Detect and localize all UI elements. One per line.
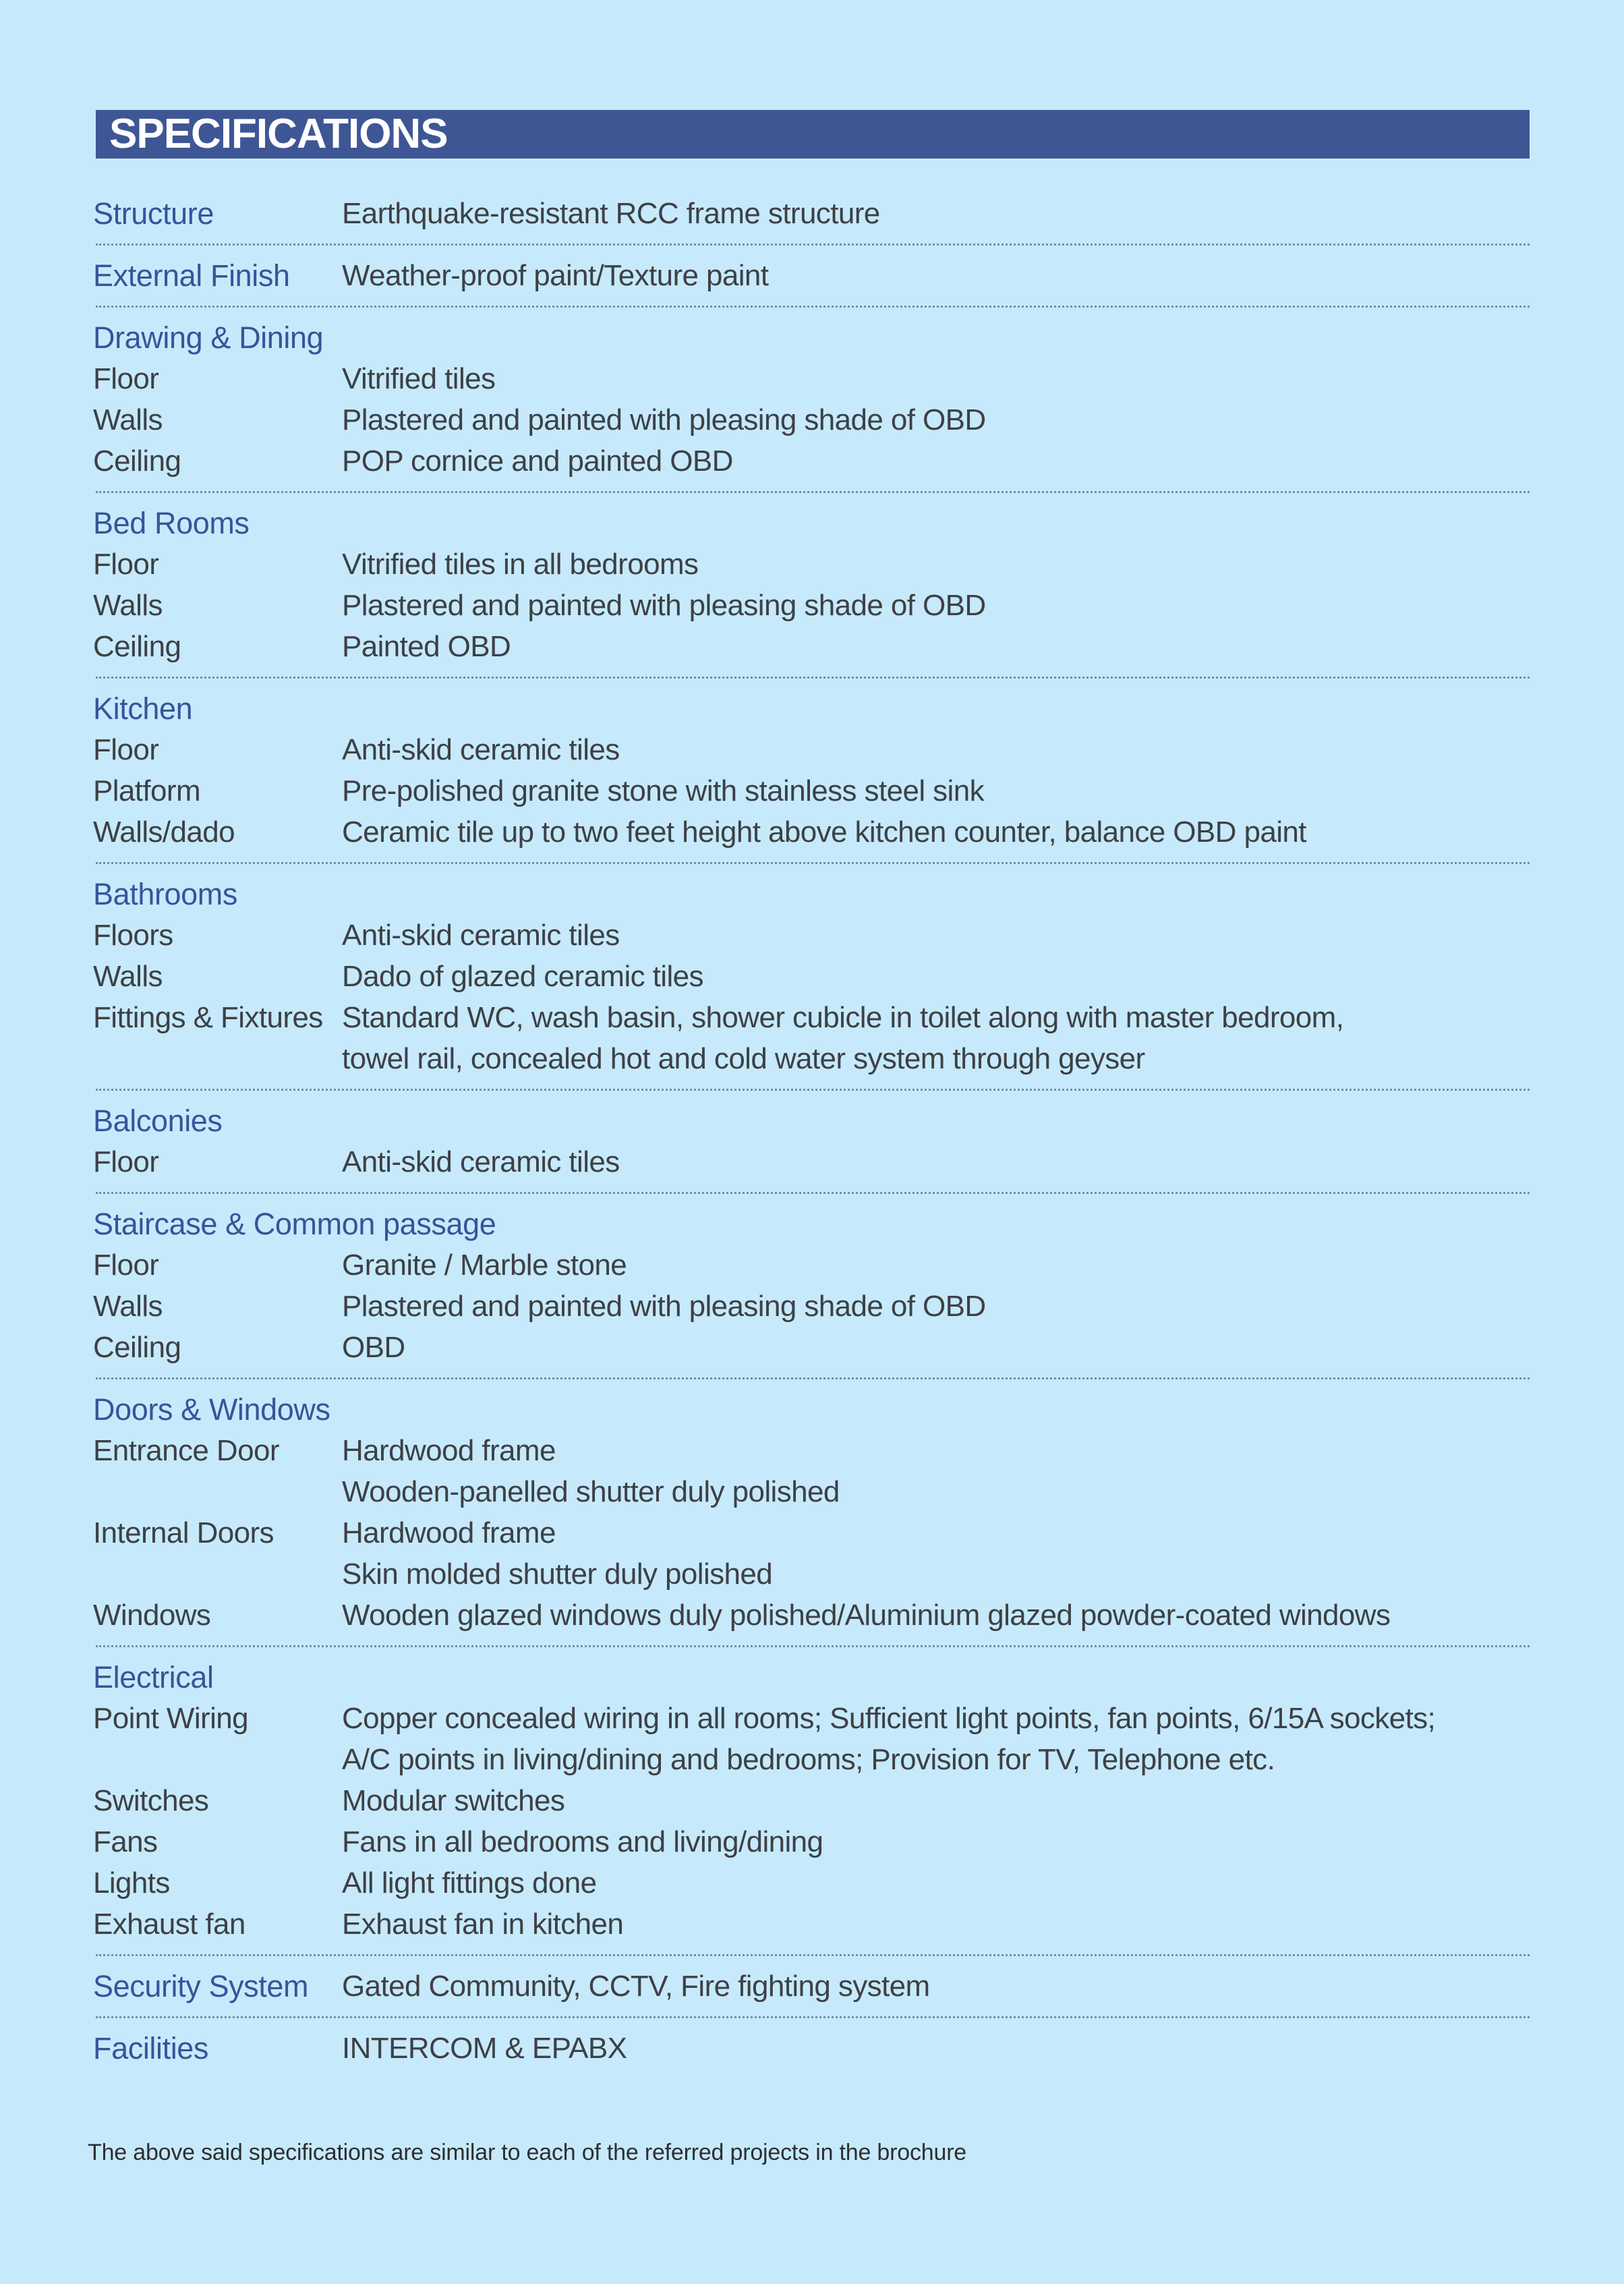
section-heading-row: [93, 503, 1530, 544]
spec-value: A/C points in living/dining and bedrooms; Provision for TV, Telephone etc.: [342, 1742, 1275, 1776]
section-structure: [93, 193, 1530, 234]
spec-row: [93, 1141, 1530, 1182]
spec-value: All light fittings done: [342, 1866, 597, 1900]
section-balconies: [93, 1100, 1530, 1182]
spec-value: towel rail, concealed hot and cold water system through geyser: [342, 1041, 1145, 1075]
spec-row: [93, 1553, 1530, 1595]
spec-label: Ceiling: [93, 1330, 181, 1364]
spec-label: Lights: [93, 1866, 170, 1900]
spec-row: [93, 1698, 1530, 1739]
spec-value: Painted OBD: [342, 629, 511, 663]
spec-value: Dado of glazed ceramic tiles: [342, 959, 703, 993]
section-heading: Structure: [93, 196, 214, 231]
spec-value: Plastered and painted with pleasing shade of OBD: [342, 403, 986, 436]
section-staircase-and-common-passage: [93, 1203, 1530, 1368]
page-title: SPECIFICATIONS: [109, 111, 448, 157]
section-external-finish: [93, 255, 1530, 296]
spec-row: [93, 1862, 1530, 1904]
section-bathrooms: [93, 874, 1530, 1079]
section-heading: Staircase & Common passage: [93, 1206, 496, 1241]
spec-value: Anti-skid ceramic tiles: [342, 733, 620, 766]
section-doors-and-windows: [93, 1389, 1530, 1636]
spec-label: Windows: [93, 1598, 211, 1632]
spec-row: [93, 1904, 1530, 1945]
section-heading: Electrical: [93, 1659, 214, 1694]
section-heading-row: [93, 688, 1530, 729]
section-divider: [96, 491, 1530, 493]
spec-row: [93, 1821, 1530, 1862]
spec-value: Hardwood frame: [342, 1433, 556, 1467]
spec-label: Walls: [93, 959, 163, 993]
section-heading: Drawing & Dining: [93, 320, 324, 355]
section-value: Earthquake-resistant RCC frame structure: [342, 196, 880, 230]
spec-row: [93, 626, 1530, 667]
section-drawing-and-dining: [93, 317, 1530, 482]
spec-value: Standard WC, wash basin, shower cubicle in toilet along with master bedroom,: [342, 1000, 1344, 1034]
spec-label: Floor: [93, 362, 159, 395]
spec-row: [93, 1739, 1530, 1780]
section-heading: Security System: [93, 1968, 309, 2003]
spec-value: POP cornice and painted OBD: [342, 444, 733, 478]
spec-row: [93, 358, 1530, 399]
section-heading-row: [93, 255, 1530, 296]
spec-value: Plastered and painted with pleasing shade of OBD: [342, 1289, 986, 1323]
section-value: Weather-proof paint/Texture paint: [342, 258, 769, 292]
spec-value: Fans in all bedrooms and living/dining: [342, 1825, 823, 1858]
section-heading-row: [93, 1203, 1530, 1245]
section-heading-row: [93, 1657, 1530, 1698]
spec-label: Ceiling: [93, 629, 181, 663]
spec-value: Modular switches: [342, 1783, 565, 1817]
section-heading: Bed Rooms: [93, 505, 250, 540]
spec-value: Granite / Marble stone: [342, 1248, 627, 1282]
spec-label: Floor: [93, 1248, 159, 1282]
section-divider: [96, 1377, 1530, 1379]
section-heading: Facilities: [93, 2030, 209, 2065]
spec-row: [93, 811, 1530, 853]
spec-row: [93, 1038, 1530, 1079]
spec-row: [93, 956, 1530, 997]
spec-row: [93, 1780, 1530, 1821]
specifications-list: [93, 193, 1530, 2069]
spec-label: Platform: [93, 774, 201, 807]
section-divider: [96, 1954, 1530, 1956]
spec-label: Entrance Door: [93, 1433, 279, 1467]
spec-value: Wooden glazed windows duly polished/Aluminium glazed powder-coated windows: [342, 1598, 1391, 1632]
spec-row: [93, 770, 1530, 811]
spec-row: [93, 1512, 1530, 1553]
section-heading-row: [93, 317, 1530, 358]
spec-value: Pre-polished granite stone with stainless steel sink: [342, 774, 984, 807]
section-heading-row: [93, 1100, 1530, 1141]
section-facilities: [93, 2028, 1530, 2069]
spec-row: [93, 1286, 1530, 1327]
spec-row: [93, 729, 1530, 770]
spec-value: Copper concealed wiring in all rooms; Sufficient light points, fan points, 6/15A sockets;: [342, 1701, 1436, 1735]
spec-label: Point Wiring: [93, 1701, 248, 1735]
section-heading: Balconies: [93, 1103, 223, 1138]
section-divider: [96, 1089, 1530, 1091]
spec-label: Floors: [93, 918, 173, 952]
spec-value: Anti-skid ceramic tiles: [342, 1145, 620, 1178]
spec-value: OBD: [342, 1330, 405, 1364]
spec-label: Floor: [93, 733, 159, 766]
title-banner: [96, 110, 1530, 159]
spec-label: Switches: [93, 1783, 209, 1817]
spec-label: Fittings & Fixtures: [93, 1000, 323, 1034]
section-value: INTERCOM & EPABX: [342, 2031, 627, 2065]
section-heading: Bathrooms: [93, 876, 237, 911]
section-bed-rooms: [93, 503, 1530, 667]
section-kitchen: [93, 688, 1530, 853]
spec-row: [93, 1430, 1530, 1471]
footnote: The above said specifications are similar to each of the referred projects in the brochure: [88, 2140, 967, 2165]
spec-row: [93, 1471, 1530, 1512]
section-divider: [96, 306, 1530, 308]
section-heading: Doors & Windows: [93, 1392, 330, 1427]
section-heading: External Finish: [93, 258, 290, 293]
spec-value: Vitrified tiles in all bedrooms: [342, 547, 699, 581]
section-divider: [96, 2016, 1530, 2018]
spec-value: Exhaust fan in kitchen: [342, 1907, 624, 1941]
spec-value: Vitrified tiles: [342, 362, 496, 395]
section-divider: [96, 1645, 1530, 1647]
spec-row: [93, 1245, 1530, 1286]
section-heading-row: [93, 1966, 1530, 2007]
section-heading-row: [93, 2028, 1530, 2069]
spec-row: [93, 915, 1530, 956]
spec-value: Skin molded shutter duly polished: [342, 1557, 773, 1591]
spec-row: [93, 997, 1530, 1038]
spec-value: Wooden-panelled shutter duly polished: [342, 1475, 840, 1508]
spec-label: Floor: [93, 1145, 159, 1178]
spec-label: Fans: [93, 1825, 158, 1858]
spec-label: Internal Doors: [93, 1516, 274, 1549]
spec-value: Ceramic tile up to two feet height above kitchen counter, balance OBD paint: [342, 815, 1306, 849]
spec-label: Walls: [93, 588, 163, 622]
section-divider: [96, 1192, 1530, 1194]
section-divider: [96, 244, 1530, 246]
spec-row: [93, 1327, 1530, 1368]
section-heading: Kitchen: [93, 691, 193, 726]
spec-value: Hardwood frame: [342, 1516, 556, 1549]
spec-label: Walls: [93, 403, 163, 436]
section-heading-row: [93, 874, 1530, 915]
spec-row: [93, 440, 1530, 482]
section-electrical: [93, 1657, 1530, 1945]
spec-row: [93, 544, 1530, 585]
section-divider: [96, 677, 1530, 679]
section-security-system: [93, 1966, 1530, 2007]
section-divider: [96, 862, 1530, 864]
spec-label: Walls/dado: [93, 815, 235, 849]
spec-label: Walls: [93, 1289, 163, 1323]
section-value: Gated Community, CCTV, Fire fighting system: [342, 1969, 930, 2003]
spec-row: [93, 1595, 1530, 1636]
spec-label: Exhaust fan: [93, 1907, 245, 1941]
section-heading-row: [93, 193, 1530, 234]
spec-label: Floor: [93, 547, 159, 581]
spec-value: Plastered and painted with pleasing shade of OBD: [342, 588, 986, 622]
section-heading-row: [93, 1389, 1530, 1430]
spec-row: [93, 585, 1530, 626]
spec-value: Anti-skid ceramic tiles: [342, 918, 620, 952]
spec-row: [93, 399, 1530, 440]
spec-label: Ceiling: [93, 444, 181, 478]
